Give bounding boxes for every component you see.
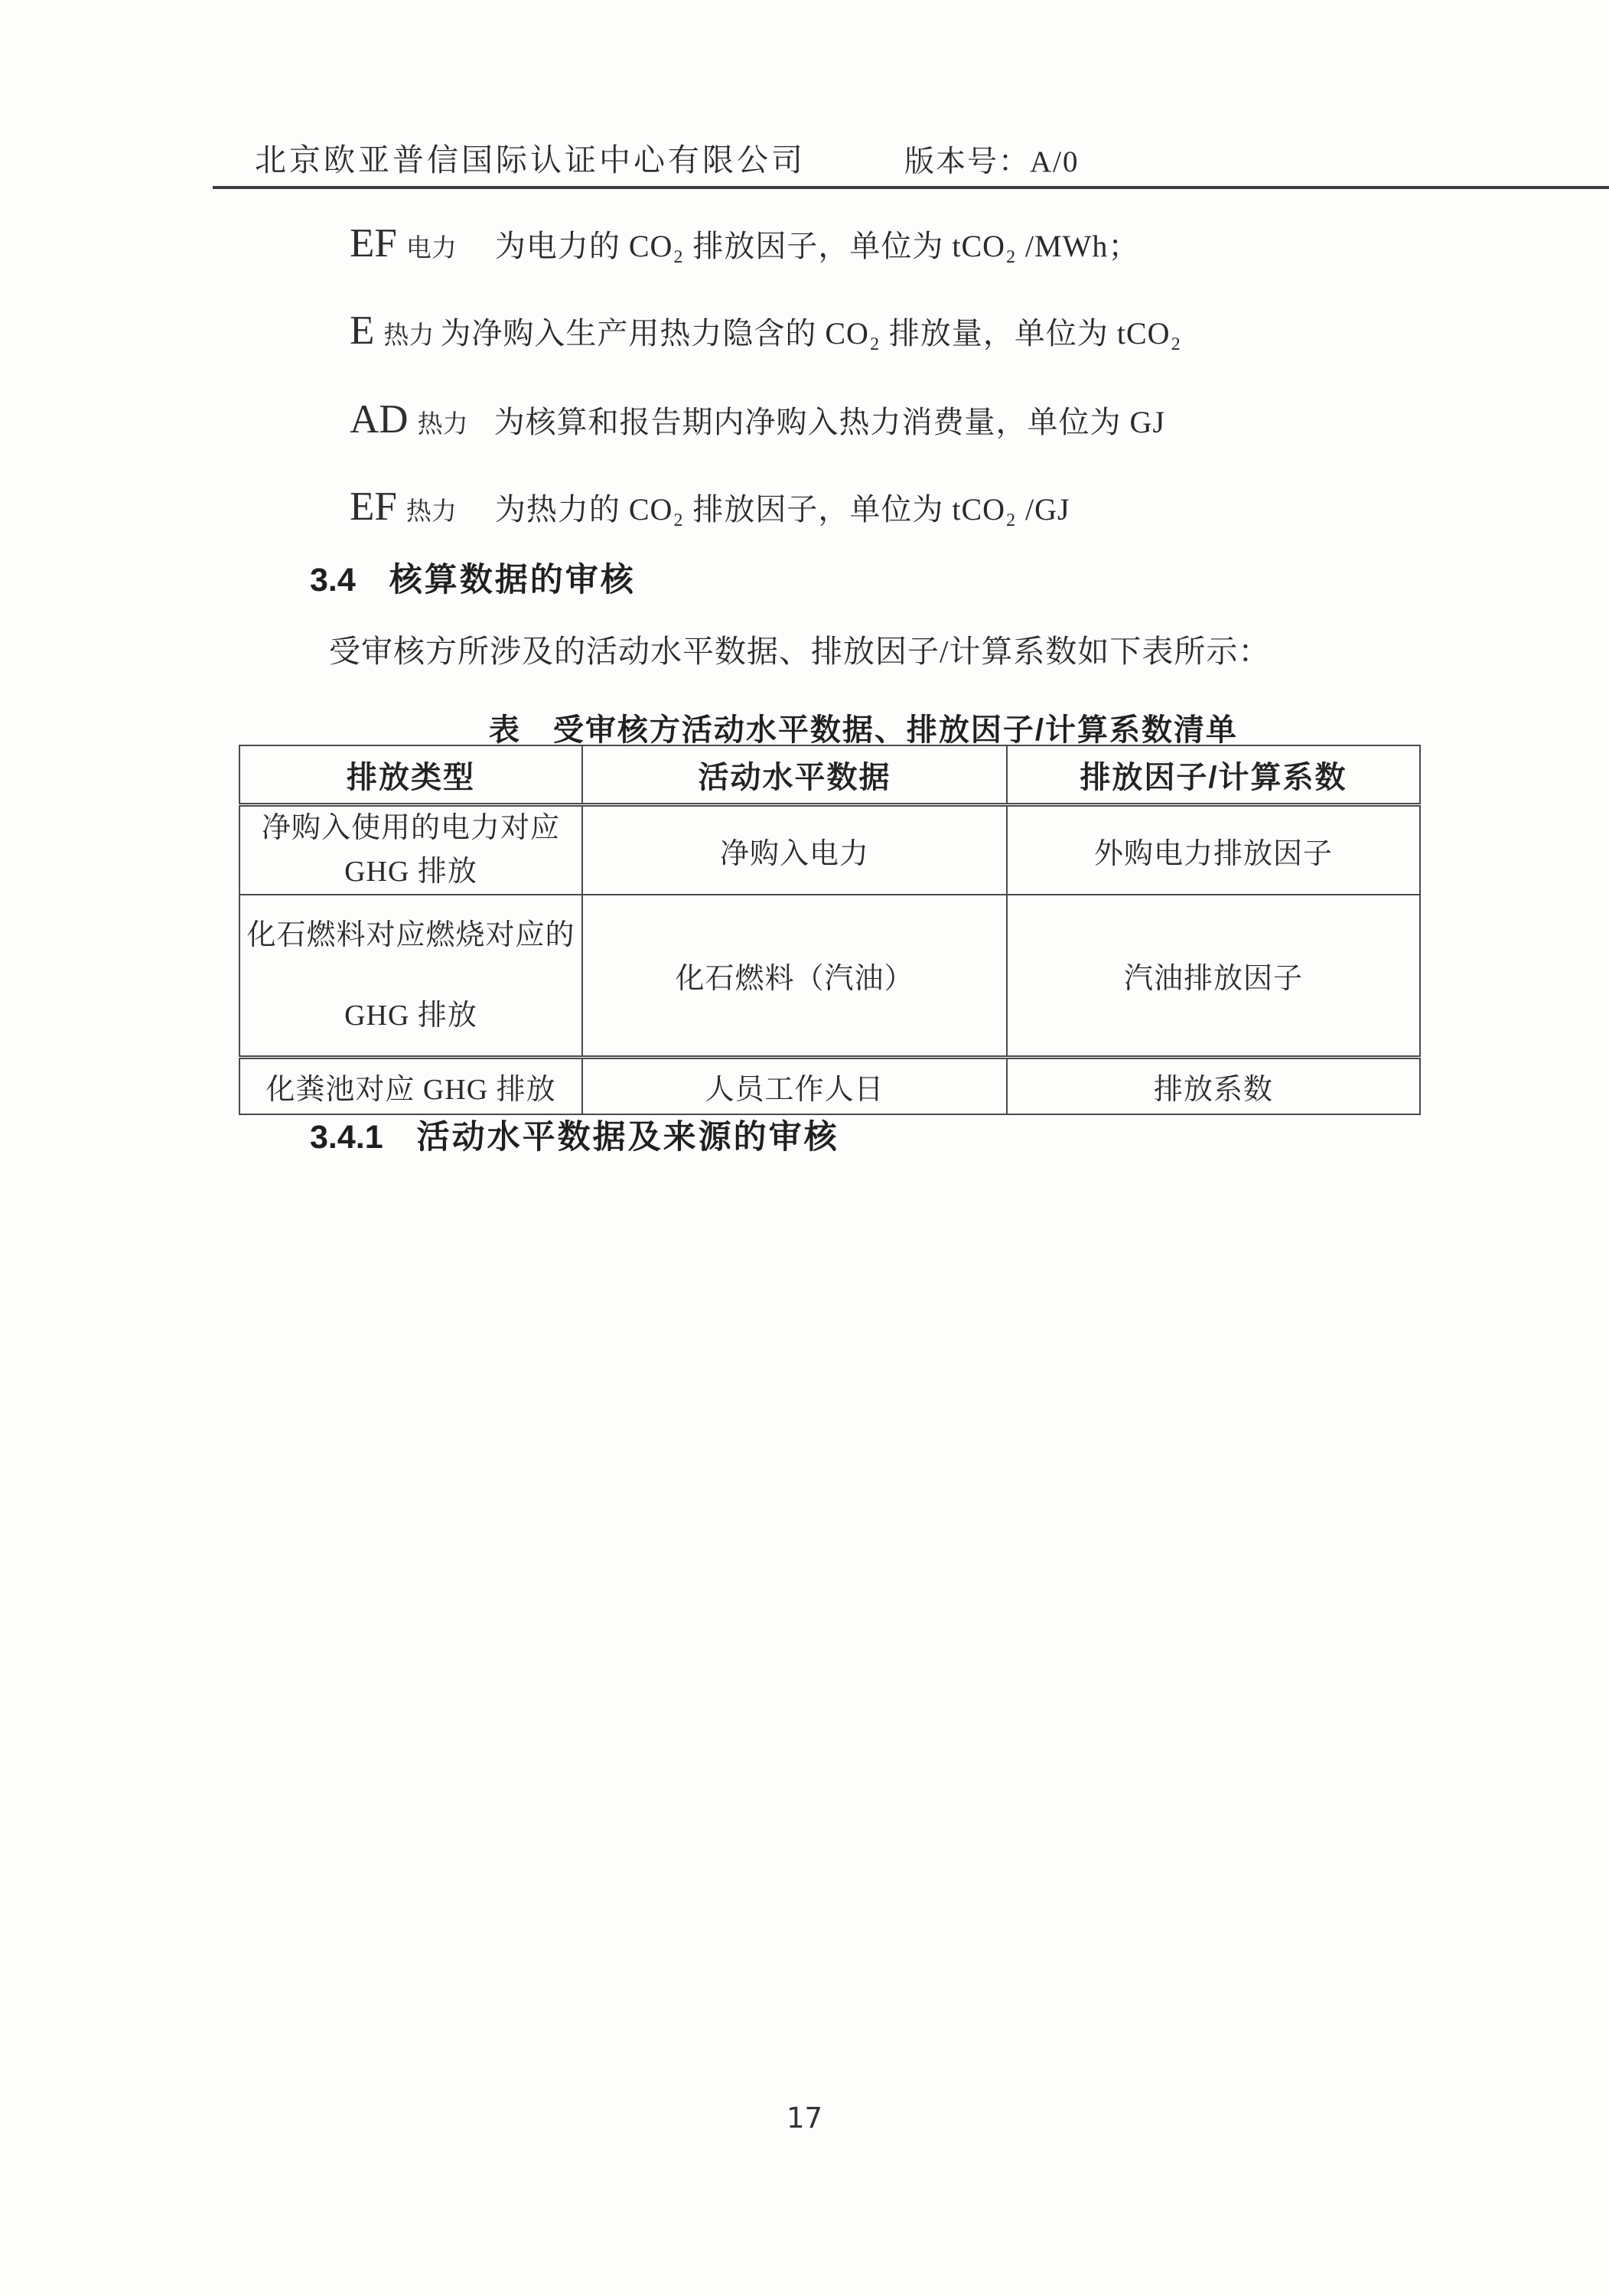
definition-subscript: 热力 (406, 498, 457, 526)
company-name: 北京欧亚普信国际认证中心有限公司 (255, 142, 806, 178)
column-header-activity-data: 活动水平数据 (582, 745, 1007, 805)
section-heading-3-4 (310, 554, 636, 601)
table-cell: 化粪池对应 GHG 排放 (239, 1058, 582, 1115)
table-cell: 化石燃料（汽油） (582, 895, 1007, 1058)
definition-line-ef-heat (350, 484, 1070, 530)
definition-text: 为核算和报告期内净购入热力消费量，单位为 GJ (493, 405, 1166, 439)
section-title: 活动水平数据及来源的审核 (416, 1119, 839, 1156)
table-cell: 净购入使用的电力对应 GHG 排放 (239, 805, 582, 895)
section-heading-3-4-1 (310, 1111, 839, 1158)
header-rule (213, 186, 1609, 189)
definition-line-ef-electricity (350, 220, 1139, 266)
section-title: 核算数据的审核 (389, 562, 636, 598)
definition-symbol: AD (350, 397, 409, 442)
activity-data-table (239, 745, 1421, 1115)
definition-line-e-heat (350, 308, 1182, 354)
definition-subscript: 电力 (406, 235, 457, 263)
definition-text: 为热力的 CO₂ 排放因子，单位为 tCO₂ /GJ (494, 492, 1070, 527)
definition-text: 为净购入生产用热力隐含的 CO₂ 排放量，单位为 tCO₂ (440, 316, 1182, 351)
column-header-emission-type: 排放类型 (239, 745, 582, 805)
version-label: 版本号：A/0 (904, 145, 1080, 178)
definition-symbol: E (350, 308, 375, 353)
definition-text: 为电力的 CO₂ 排放因子，单位为 tCO₂ /MWh； (494, 229, 1140, 263)
definition-symbol: EF (350, 484, 397, 529)
page-number: 17 (786, 2102, 823, 2135)
table-cell: 排放系数 (1007, 1058, 1420, 1115)
column-header-emission-factor: 排放因子/计算系数 (1007, 745, 1420, 805)
definition-line-ad-heat (350, 396, 1165, 442)
table-row (239, 895, 1420, 1058)
table-header-row (239, 745, 1420, 805)
table-cell: 外购电力排放因子 (1007, 805, 1420, 895)
table-cell: 人员工作人日 (582, 1058, 1007, 1115)
table-caption: 表 受审核方活动水平数据、排放因子/计算系数清单 (488, 713, 1239, 747)
table-row (239, 1058, 1420, 1115)
definition-subscript: 热力 (417, 411, 468, 439)
table-row (239, 805, 1420, 895)
definition-subscript: 热力 (383, 322, 435, 350)
table-cell: 净购入电力 (582, 805, 1007, 895)
definition-symbol: EF (350, 221, 397, 266)
table-cell: 汽油排放因子 (1007, 895, 1420, 1058)
intro-paragraph: 受审核方所涉及的活动水平数据、排放因子/计算系数如下表所示： (329, 634, 1271, 669)
table-cell: 化石燃料对应燃烧对应的 GHG 排放 (239, 895, 582, 1058)
section-number: 3.4 (310, 562, 356, 598)
section-number: 3.4.1 (310, 1119, 383, 1156)
